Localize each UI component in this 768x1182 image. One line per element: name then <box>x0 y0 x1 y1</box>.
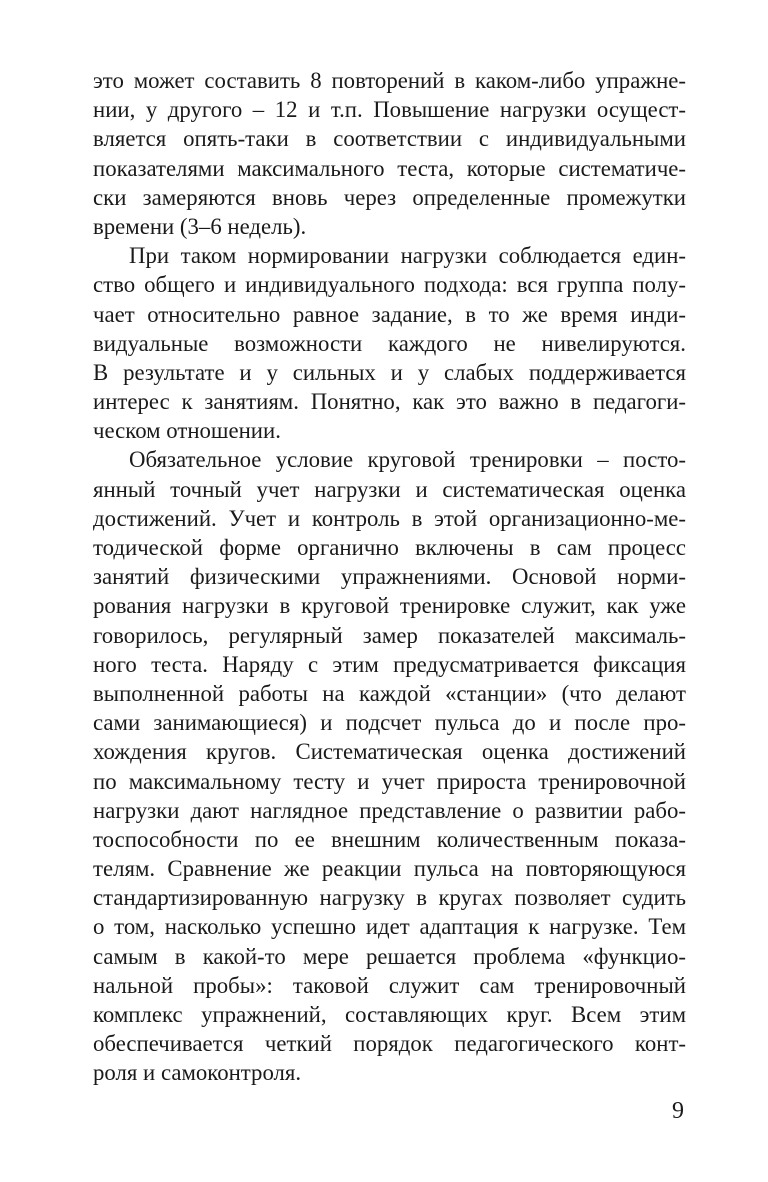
page-number: 9 <box>672 1098 684 1124</box>
text-line: ческом отношении. <box>93 418 281 444</box>
text-line: янный точный учет нагрузки и систематическая оценка <box>93 476 686 502</box>
text-line: нальной пробы»: таковой служит сам тренировочный <box>93 972 686 998</box>
text-line: комплекс упражнений, составляющих круг. Всем этим <box>93 1002 686 1027</box>
text-line: тоспособности по ее внешним количественным показа- <box>93 826 686 852</box>
text-line: интерес к занятиям. Понятно, как это важно в педагоги- <box>93 389 686 415</box>
text-line: показателями максимального теста, которые систематиче- <box>93 155 686 181</box>
text-line: чает относительно равное задание, в то же время инди- <box>93 301 686 327</box>
text-line: ного теста. Наряду с этим предусматривается фиксация <box>93 651 686 677</box>
text-line: занятий физическими упражнениями. Основой норми- <box>93 564 686 590</box>
text-line: В результате и у сильных и у слабых поддерживается <box>93 359 686 385</box>
text-line: обеспечивается четкий порядок педагогического конт- <box>93 1031 686 1057</box>
text-line: сами занимающиеся) и подсчет пульса до и после про- <box>93 710 686 736</box>
text-line: ство общего и индивидуального подхода: вся группа полу- <box>93 272 686 298</box>
paragraph-1 <box>93 66 686 241</box>
text-line: хождения кругов. Систематическая оценка достижений <box>93 739 686 765</box>
text-line: рования нагрузки в круговой тренировке служит, как уже <box>93 593 686 619</box>
text-line: телям. Сравнение же реакции пульса на повторяющуюся <box>93 856 686 882</box>
text-line: самым в какой-то мере решается проблема «функцио- <box>93 943 686 969</box>
text-line: тодической форме органично включены в сам процесс <box>93 535 686 560</box>
text-line: достижений. Учет и контроль в этой организационно-ме- <box>93 505 686 531</box>
text-line: ски замеряются вновь через определенные промежутки <box>93 184 686 210</box>
paragraph-2 <box>93 241 686 445</box>
text-line: времени (3–6 недель). <box>93 213 307 239</box>
text-line: это может составить 8 повторений в каком-либо упражне- <box>93 68 686 93</box>
text-line: стандартизированную нагрузку в кругах позволяет судить <box>93 885 686 911</box>
text-line: видуальные возможности каждого не нивелируются. <box>93 330 686 356</box>
text-line: При таком нормировании нагрузки соблюдается един- <box>129 243 686 269</box>
text-line: выполненной работы на каждой «станции» (что делают <box>93 680 686 706</box>
text-line: нагрузки дают наглядное представление о развитии рабо- <box>93 797 686 823</box>
text-line: роля и самоконтроля. <box>93 1060 302 1086</box>
text-line: по максимальному тесту и учет прироста тренировочной <box>93 768 686 794</box>
paragraph-3 <box>93 445 686 1087</box>
text-line: о том, насколько успешно идет адаптация к нагрузке. Тем <box>93 914 686 940</box>
text-line: вляется опять-таки в соответствии с индивидуальными <box>93 126 686 152</box>
text-line: говорилось, регулярный замер показателей максималь- <box>93 622 686 648</box>
page-body <box>93 66 686 1088</box>
text-line: Обязательное условие круговой тренировки – посто- <box>129 447 686 473</box>
text-line: нии, у другого – 12 и т.п. Повышение нагрузки осущест- <box>93 97 686 123</box>
